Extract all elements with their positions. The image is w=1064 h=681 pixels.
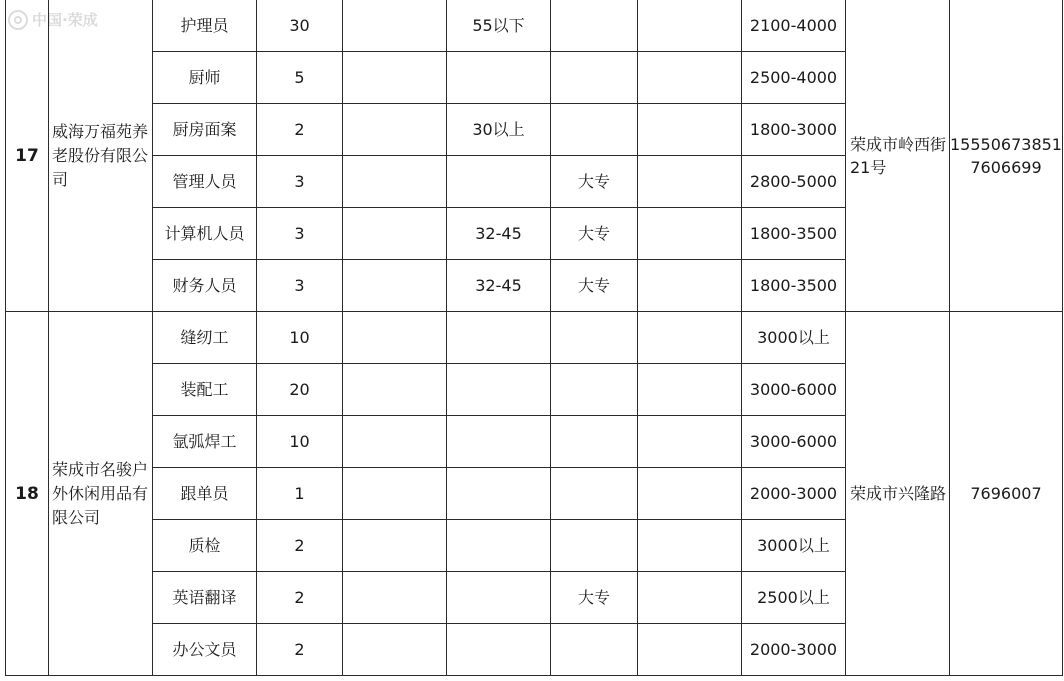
empty-cell (343, 260, 447, 312)
education-requirement (551, 364, 638, 416)
company-name-line: 限公司 (52, 507, 101, 527)
hiring-count: 10 (257, 312, 343, 364)
hiring-count: 2 (257, 572, 343, 624)
salary-range: 3000-6000 (742, 416, 846, 468)
age-requirement: 32-45 (447, 208, 551, 260)
education-requirement (551, 520, 638, 572)
salary-range: 3000以上 (742, 312, 846, 364)
age-requirement: 32-45 (447, 260, 551, 312)
job-title: 英语翻译 (153, 572, 257, 624)
empty-cell (638, 416, 742, 468)
company-name-line: 老股份有限公 (52, 145, 149, 165)
company-number: 18 (6, 312, 49, 676)
empty-cell (638, 520, 742, 572)
job-title: 跟单员 (153, 468, 257, 520)
company-name (49, 312, 153, 676)
job-title: 护理员 (153, 0, 257, 52)
empty-cell (638, 156, 742, 208)
salary-range: 2800-5000 (742, 156, 846, 208)
salary-range: 1800-3500 (742, 260, 846, 312)
company-name-line: 威海万福苑养 (52, 121, 149, 141)
empty-cell (638, 52, 742, 104)
salary-range: 1800-3500 (742, 208, 846, 260)
education-requirement: 大专 (551, 208, 638, 260)
job-title: 装配工 (153, 364, 257, 416)
salary-range: 3000以上 (742, 520, 846, 572)
contact-phone-line: 15550673851 (950, 134, 1062, 154)
empty-cell (638, 572, 742, 624)
hiring-count: 3 (257, 208, 343, 260)
education-requirement (551, 0, 638, 52)
empty-cell (638, 0, 742, 52)
age-requirement (447, 520, 551, 572)
empty-cell (343, 104, 447, 156)
company-address (846, 0, 950, 312)
age-requirement (447, 52, 551, 104)
company-number: 17 (6, 0, 49, 312)
job-title: 办公文员 (153, 624, 257, 676)
job-title: 厨房面案 (153, 104, 257, 156)
empty-cell (343, 416, 447, 468)
contact-phone-line: 7696007 (970, 484, 1042, 503)
job-title: 厨师 (153, 52, 257, 104)
table-row (6, 312, 1063, 364)
salary-range: 2000-3000 (742, 624, 846, 676)
salary-range: 3000-6000 (742, 364, 846, 416)
salary-range: 1800-3000 (742, 104, 846, 156)
job-title: 氩弧焊工 (153, 416, 257, 468)
age-requirement (447, 572, 551, 624)
salary-range: 2500-4000 (742, 52, 846, 104)
hiring-count: 2 (257, 624, 343, 676)
education-requirement (551, 468, 638, 520)
empty-cell (638, 468, 742, 520)
education-requirement (551, 416, 638, 468)
hiring-count: 3 (257, 156, 343, 208)
hiring-count: 2 (257, 520, 343, 572)
salary-range: 2100-4000 (742, 0, 846, 52)
empty-cell (638, 624, 742, 676)
hiring-count: 5 (257, 52, 343, 104)
hiring-count: 1 (257, 468, 343, 520)
empty-cell (638, 260, 742, 312)
hiring-count: 3 (257, 260, 343, 312)
education-requirement: 大专 (551, 156, 638, 208)
empty-cell (343, 364, 447, 416)
contact-phone (950, 312, 1063, 676)
education-requirement: 大专 (551, 572, 638, 624)
empty-cell (638, 104, 742, 156)
empty-cell (343, 156, 447, 208)
empty-cell (343, 468, 447, 520)
age-requirement (447, 624, 551, 676)
age-requirement (447, 156, 551, 208)
education-requirement (551, 312, 638, 364)
contact-phone-line: 7606699 (970, 157, 1042, 177)
hiring-count: 30 (257, 0, 343, 52)
empty-cell (638, 208, 742, 260)
job-title: 管理人员 (153, 156, 257, 208)
age-requirement: 55以下 (447, 0, 551, 52)
job-title: 财务人员 (153, 260, 257, 312)
empty-cell (343, 0, 447, 52)
age-requirement (447, 416, 551, 468)
education-requirement (551, 624, 638, 676)
salary-range: 2000-3000 (742, 468, 846, 520)
company-address-line: 21号 (850, 157, 887, 177)
age-requirement (447, 364, 551, 416)
company-name-line: 外休闲用品有 (52, 483, 149, 503)
job-title: 缝纫工 (153, 312, 257, 364)
company-name (49, 0, 153, 312)
age-requirement (447, 312, 551, 364)
education-requirement (551, 52, 638, 104)
company-name-line: 司 (52, 169, 69, 189)
age-requirement: 30以上 (447, 104, 551, 156)
empty-cell (343, 520, 447, 572)
salary-range: 2500以上 (742, 572, 846, 624)
empty-cell (638, 312, 742, 364)
job-title: 质检 (153, 520, 257, 572)
company-address (846, 312, 950, 676)
company-address-line: 荣成市岭西街 (850, 134, 947, 154)
age-requirement (447, 468, 551, 520)
empty-cell (343, 208, 447, 260)
empty-cell (343, 624, 447, 676)
table-row (6, 0, 1063, 52)
education-requirement (551, 104, 638, 156)
empty-cell (343, 312, 447, 364)
education-requirement: 大专 (551, 260, 638, 312)
hiring-count: 20 (257, 364, 343, 416)
job-title: 计算机人员 (153, 208, 257, 260)
company-address-line: 荣成市兴隆路 (850, 484, 947, 503)
job-listing-table (5, 0, 1063, 676)
hiring-count: 10 (257, 416, 343, 468)
hiring-count: 2 (257, 104, 343, 156)
contact-phone (950, 0, 1063, 312)
empty-cell (638, 364, 742, 416)
watermark-text: 中国·荣成 (32, 11, 98, 29)
empty-cell (343, 572, 447, 624)
company-name-line: 荣成市名骏户 (52, 459, 149, 479)
empty-cell (343, 52, 447, 104)
